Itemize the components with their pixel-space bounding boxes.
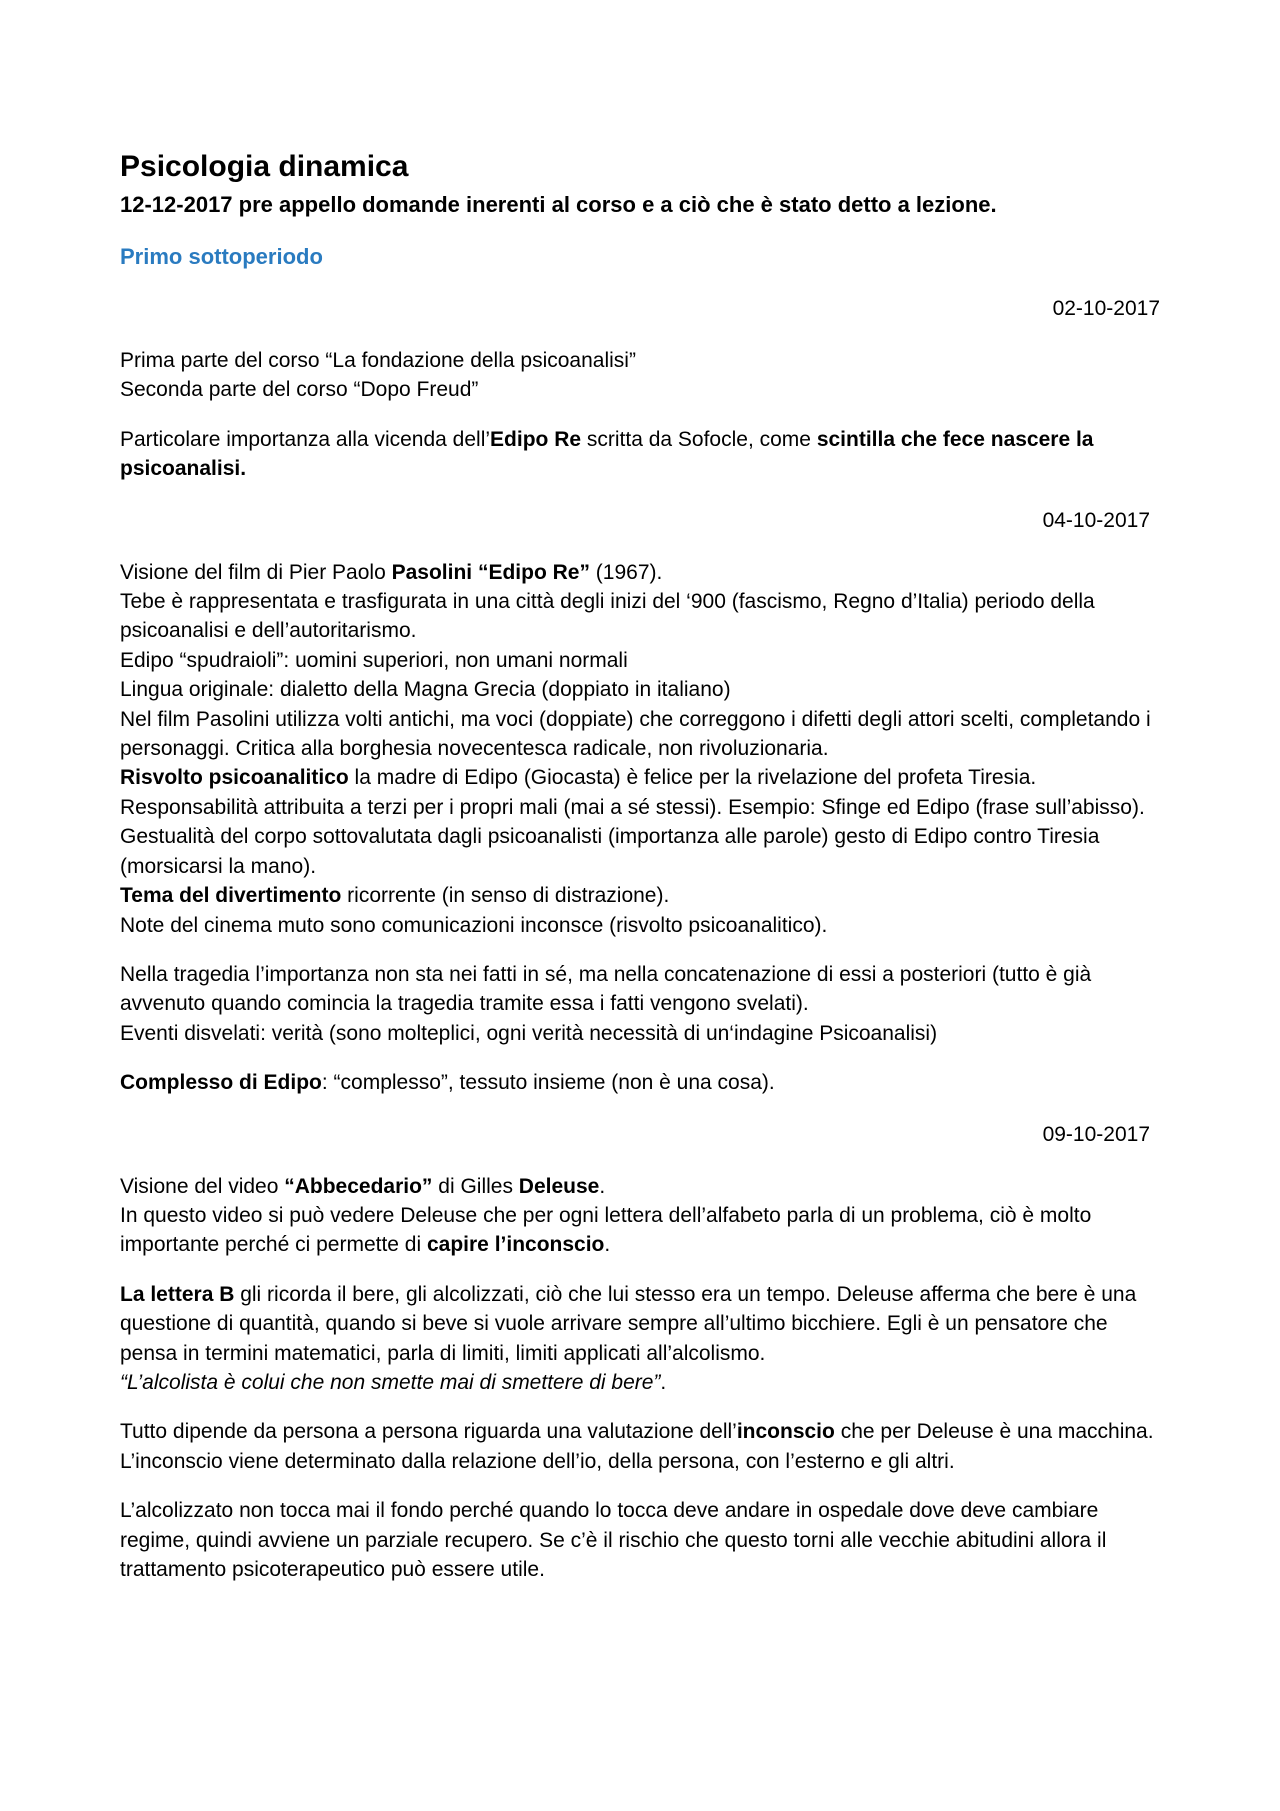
letter-b-paragraph [120,1280,1160,1398]
entry-date: 04-10-2017 [1042,508,1150,532]
bold-text: inconscio [736,1420,835,1444]
text-span: Tutto dipende da persona a persona riguarda una valutazione dell’ [120,1420,737,1444]
quote-text: “L’alcolista è colui che non smette mai di smettere di bere” [120,1370,661,1394]
alcoholic-paragraph: L’alcolizzato non tocca mai il fondo perché quando lo tocca deve andare in ospedale dove deve cambiare regime, quindi avviene un parziale recupero. Se c’è il rischio che questo torni alle vecchie abitudini allora il trattamento psicoterapeutico può essere utile. [120,1499,1107,1581]
bold-text: Tema del divertimento [120,884,342,908]
edipo-importance-paragraph [120,425,1160,484]
section-heading: Primo sottoperiodo [120,244,323,269]
text-span: (1967). [589,560,663,584]
text-span: Responsabilità attribuita a terzi per i propri mali (mai a sé stessi). Esempio: Sfinge ed Edipo (frase sull’abisso). [120,795,1145,819]
document-title: Psicologia dinamica [120,150,409,183]
text-span: : “complesso”, tessuto insieme (non è una cosa). [321,1071,775,1095]
text-span: In questo video si può vedere Deleuse che per ogni lettera dell’alfabeto parla di un problema, ciò è molto importante perché ci permette di [120,1203,1092,1257]
text-span: . [660,1370,667,1394]
text-span: Lingua originale: dialetto della Magna Grecia (doppiato in italiano) [120,678,731,702]
complex-paragraph [120,1068,1160,1097]
bold-text: “Abbecedario” [284,1174,433,1198]
text-span: scritta da Sofocle, come [581,427,817,451]
course-part-two: Seconda parte del corso “Dopo Freud” [120,378,479,402]
text-span: ricorrente (in senso di distrazione). [341,884,670,908]
text-span: gli ricorda il bere, gli alcolizzati, ciò che lui stesso era un tempo. Deleuse afferma che bere è una questione di quantità, quando si beve si vuole arrivare sempre all’ultimo bicchiere. Egli è un pensatore che pensa in termini matematici, parla di limiti, limiti applicati all’alcolismo. [120,1282,1137,1365]
text-span: di Gilles [432,1174,519,1198]
text-span: Nella tragedia l’importanza non sta nei fatti in sé, ma nella concatenazione di essi a posteriori (tutto è già avvenuto quando comincia la tragedia tramite essa i fatti vengono svelati). [120,962,1092,1016]
text-span: Visione del film di Pier Paolo [120,560,392,584]
text-span: . [604,1233,611,1257]
course-parts-paragraph [120,346,1160,405]
text-span: . [599,1174,606,1198]
document-subtitle: 12-12-2017 pre appello domande inerenti al corso e a ciò che è stato detto a lezione. [120,192,997,217]
text-span: Gestualità del corpo sottovalutata dagli psicoanalisti (importanza alle parole) gesto di Edipo contro Tiresia (morsicarsi la mano). [120,825,1100,878]
bold-text: Deleuse [518,1174,600,1198]
text-span: che per Deleuse è una macchina. L’inconscio viene determinato dalla relazione dell’io, della persona, con l’esterno e gli altri. [120,1420,1154,1473]
unconscious-paragraph [120,1417,1160,1476]
text-span: Particolare importanza alla vicenda dell’ [120,427,491,451]
bold-text: Risvolto psicoanalitico [120,766,349,790]
bold-text: Complesso di Edipo [120,1071,322,1095]
film-notes-paragraph [120,558,1160,940]
bold-text: La lettera B [120,1282,235,1306]
bold-text: Edipo Re [490,427,582,451]
bold-text: capire l’inconscio [426,1233,605,1257]
text-span: Visione del video [120,1174,285,1198]
entry-date: 02-10-2017 [1052,297,1160,320]
bold-text: scintilla che fece nascere la psicoanalisi. [120,427,1094,481]
text-span: Note del cinema muto sono comunicazioni inconsce (risvolto psicoanalitico). [120,913,828,937]
document-page [120,148,1160,1584]
entry-date: 09-10-2017 [1042,1122,1150,1146]
text-span: Nel film Pasolini utilizza volti antichi, ma voci (doppiate) che correggono i difetti degli attori scelti, completando i personaggi. Critica alla borghesia novecentesca radicale, non rivoluzionaria. [120,707,1151,761]
text-span: la madre di Edipo (Giocasta) è felice per la rivelazione del profeta Tiresia. [348,766,1037,790]
course-part-one: Prima parte del corso “La fondazione della psicoanalisi” [120,349,636,372]
text-span: Edipo “spudraioli”: uomini superiori, non umani normali [120,648,628,672]
tragedy-paragraph [120,960,1160,1048]
text-span: Tebe è rappresentata e trasfigurata in una città degli inizi del ‘900 (fascismo, Regno d’Italia) periodo della psicoanalisi e dell’autoritarismo. [120,590,1095,643]
text-span: Eventi disvelati: verità (sono molteplici, ogni verità necessità di un‘indagine Psicoanalisi) [120,1021,938,1045]
abbecedario-paragraph [120,1172,1160,1260]
bold-text: Pasolini “Edipo Re” [391,560,590,584]
